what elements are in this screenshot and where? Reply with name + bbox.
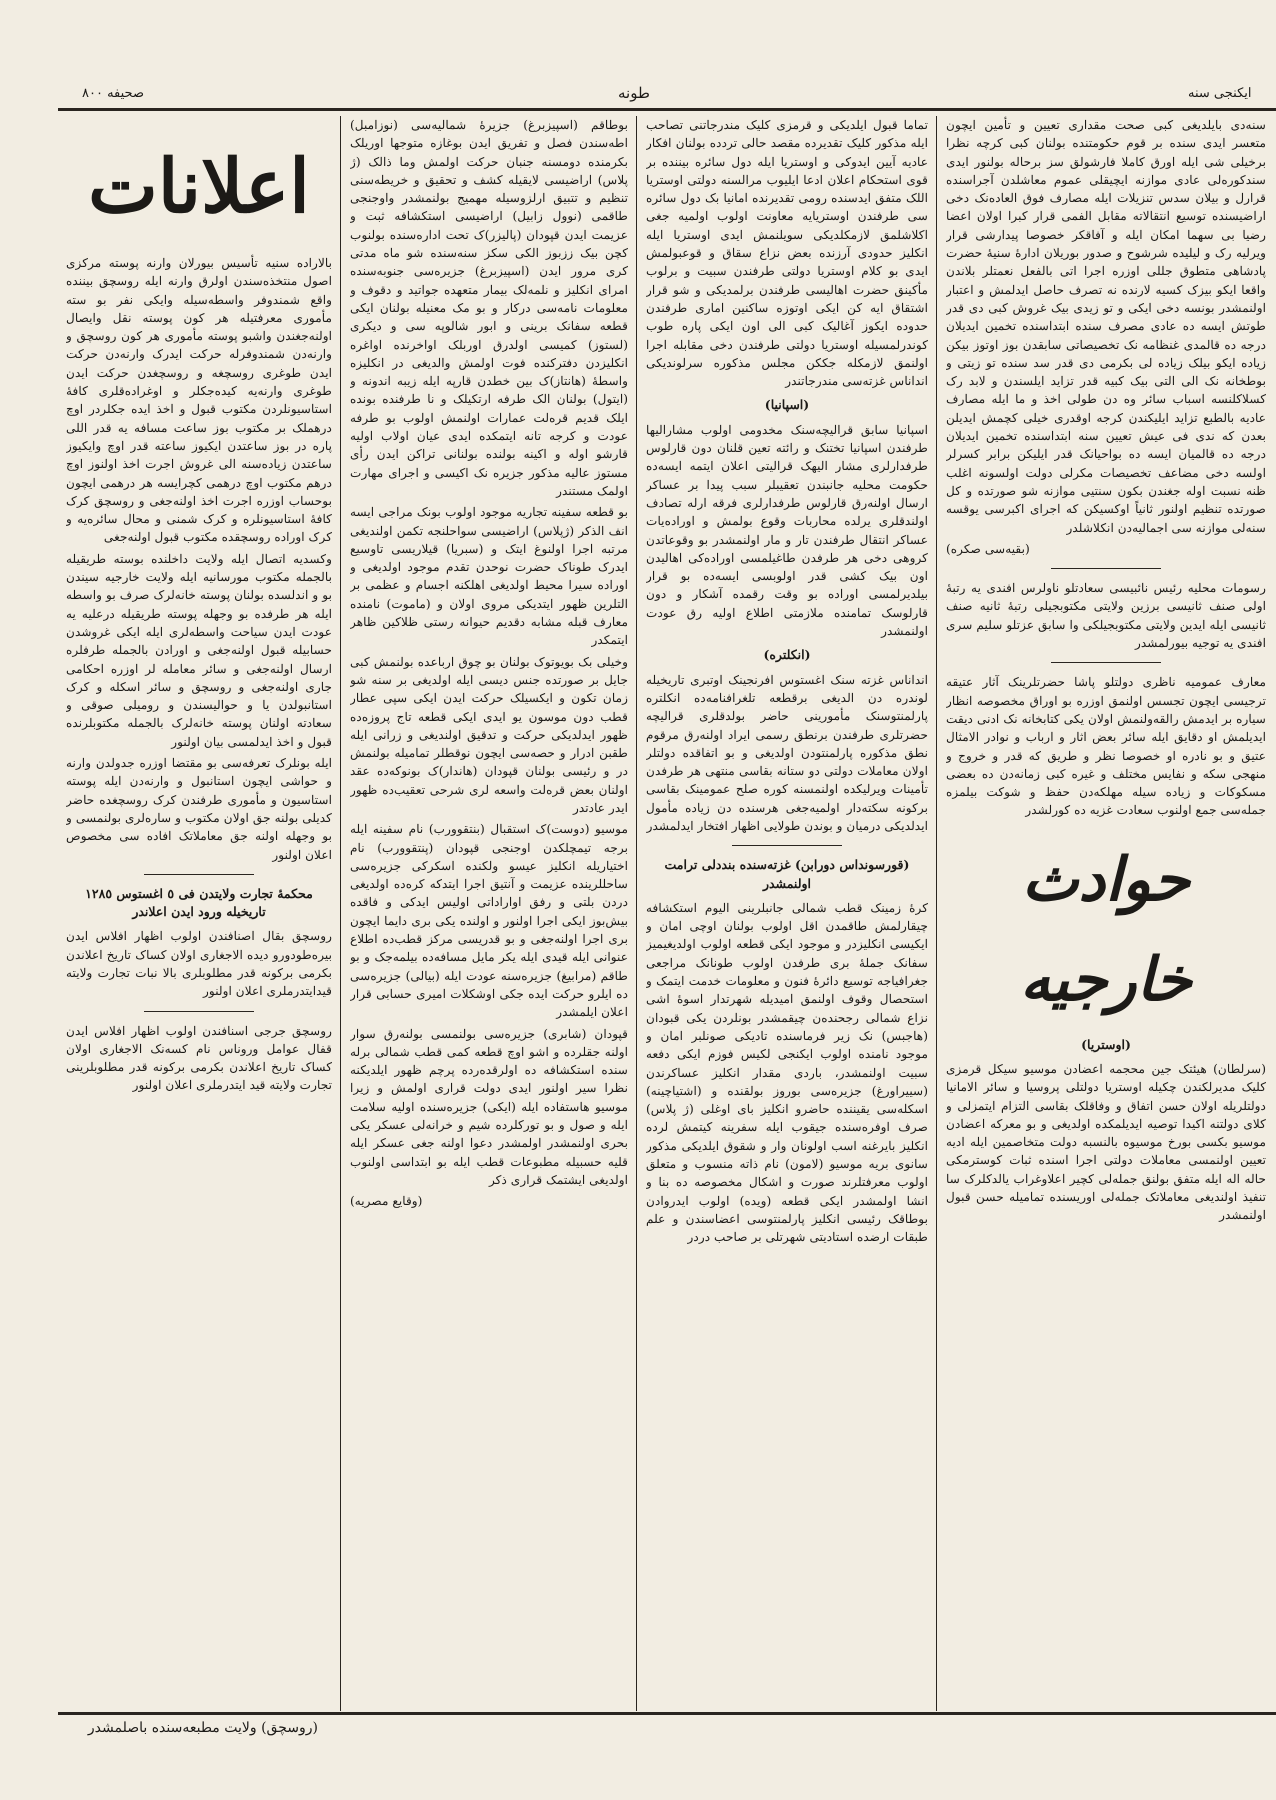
article-paragraph: بو قطعه سفینه تجاریه موجود اولوب بونک مراجی ایسه انف الذکر (ژپلاس) اراضیسی سواحلنجه تکمن اولندیغی مرتبه اجرا اولنوغ ایتک و (سبریا) قیلاریسی تاوسیع ایدرک طوناک حضرت نوحدن تقدم موجود اولدیغی و اوراده سیرا محیط اولدیغی اهلکنه اجسام و عظمی بر التلرین ظهور ایتدیکی مروی اولان و (ماموت) نامنده معارف قبله مشابه دقدیم حیوانه رستی ظلاکین ظاهر ایتمکدر [350,505,628,648]
year-label: ایکنجی سنه [1188,86,1252,101]
announcement-paragraph: وکسدیه اتصال ایله ولایت داخلنده بوسته طریقیله بالجمله مکتوب مورسانیه ایله ولایت خارجیه‌ سیندن بو و اندلسده بولنان پوسته خانه‌لرک صرف بو واسطه ایله هر طرفده بو وجهله پوسته طریقیله درعلیه‌ یه عودت ایدن سیاحت واسطه‌لری ایله ایکی غروشدن حسابیله قبول اولنه‌جغی و اورادن بالجمله طرفلره ارسال اولنه‌جغی و سائر معامله‌ لر اوزره احکامی جاری اولنه‌جغی و روسچق و سائر اسکله و کرک استانبولدن یا و حوالیسندن و رومیلی صوقی و سعادته اولنان پوسته خانه‌لرک بالجمله مکتوبلرنده قبول و اخذ ایدلمسی بیان اولنور [66,551,332,749]
announcements-title: اعلانات [88,144,310,230]
printer-imprint: (روسچق) ولایت مطبعه‌سنده باصلمشدر [87,1720,318,1736]
separator [144,1011,254,1012]
bankruptcy-notice: روسچق جرجی اسنافندن اولوب اظهار افلاس ایدن قفال عوامل وروناس نام کسه‌نک الاجغاری اولان کساک تاریخ اعلاندن بکرمی برکونه قدر مطلوبلرینی تجارت ولایته قید ایتدرملری اعلان اولنور [66,1023,332,1093]
article-paragraph: تماما قبول ایلدیکی و قرمزی کلیک مندرجاتنی تصاحب ایله مذکور کلیک تقدیرده مقصد حالی تردده بولنان افکار عادیه آیین ایدوکی و اوستریا ایله دول سائره بیننده بر قوی استحکام اعلان ادعا ایلیوب مرالسنه دولتی اوستریا اللک متفق ایدسنده رومی تقدیرنده امانیا بک دول سائره سی طرفندن اوستریایه معاونت اولوب اولمیه جغی اکلاشلمق لازمکلدیکی سویلنمش ایدی اوستریا ایله انکلیز حدودی آرزنده بعض نزاع سقاق و قوعبولمش ایدی بو کلام اوستریا دولتی طرفندن سبیت و برلوب مأکینق حضرت اهالیسی طرفندن برلمدیکی و شو قرار اشتقاق ایه کن ایکی اوتوزه ساکنین اماری طرفندن حدوده ایکوز آغالیک کبی الی اون ایکی پاره طوب کوندرلمسیله اوستریا دولتی طرفندن دخی مقابله اجرا اولنمق لازمکله جککن مجلس مذکوره سرلوندیکی انداناس غزته‌سی مندرجاتندر [646,118,928,389]
section-heading-austria: (اوستریا) [1081,1036,1131,1052]
article-paragraph: کرهٔ زمینک قطب شمالی جانبلرینی الیوم استکشافه چیقارلمش طاقمدن اقل اولوب بولنان اوچی امان و ایکیسی انکلیزدر و موجود ایکی قطعه اولوب اولدیغیمیز سفانک جملهٔ بری طرفدن اولوب طونانک مراجعی جغرافیاجه توسیع دائرهٔ فنون و معلومات خدمت ایتمک و استحصال وقوف اولنمق امیدیله شهرتدار اسوهٔ اشی نزاع شمالی رجحنده‌ن چیقمشدر بونلردن یکی قبودان (هاجبس) نک زیر فرماسنده تادیکی صونلبر امان و موجود نامنده اولوب ایکنجی لکیس فوزم ایکی دفعه سبیت اولنمشدر، باردی مقدار انکلیز عساکرندن (سییراورغ) جزیره‌سی بوروز بولقنده و (اشتیاچینه) اسکله‌سی یقیننده حاضرو انکلیز بای اوغلی (ژ پلاس) صرف اوفره‌سنده جیقوب ایله سفرینه کیتمش لرده انکلیز بایرغنه اسب اولونان وار و شقوق ایلدیکی مذکور سانوی بریه موسیو (لامون) نام ذاته منسوب و متعلق اولوب معرفتلرند صورت و اشکال مخصوصه‌ ده بنا و انشا اولمشدر ایکی قطعه (ویده) اولوب ایدروادن بوطاقک رئیسی انکلیز پارلمنتوسی اعضاسندن و علم طبقات ارضده استادیتی شهرتلی بر صاحب دردر [646,900,928,1245]
newspaper-title: طونه [618,84,650,102]
section-heading-source: (قورسونداس دورابن) غزته‌سنده بنددلی ترامت اولنمشدر [664,857,910,891]
article-paragraph: قپودان (شابری) جزیره‌سی بولنمسی بولنه‌رق سوار اولنه‌ جقلرده و اشو اوچ قطعه کمی قطب شمالی برله‌ سنده استکشافه ده اولرقده‌رده پرچم ظهور ایلدیکنه نظرا سیر اولنور ایدی دولت قراری اولمش و زیرا موسیو هاستفاده‌ ایله (ایکی) جزیره‌سنده اولیه‌ سلامت ایله و صول و بو تورکلرده شیم و خرانه‌لی عسکر یکی بحری اولنمشدر اولمشدر دعوا اولنه‌ جغی عسکر ایله قلیه حسبیله مطبوعات قطب ایله بو ابتداسی اولنوب اولدیغی ایشتمک قراری ذکر [350,1026,628,1187]
article-paragraph: موسیو (دوست)ک استقبال (بنتقوورب) نام سفینه ایله برجه تیمچلکدن اوجنجی قپودان (پنتقوورب) نام اختیاریله انکلیز عیسو ولکنده اسکرکی جزیره‌سی ساحللرینده عزیمت و آنتیق اجرا ایتدکه کره‌ده اولدیغی دردن بلتی و رفق اواراداتی اولیس ایدکی و فاقده بیش‌بوز ایکی اجرا اولنور و اولنده یکی بری دایما ایچون بری اجرا اولنه‌جغی و بو قدریسی مرکز قطب‌ده اطلاع عنوانی ایله قیدی ایله یکر مایل مسافه‌ده بیلمه‌جک و بو طاقم (مرابیغ) جزیره‌سنه عودت ایله (بیالی) جزیره‌سی ده ایلرو حرکت ایده‌ جکی اوشکلات امیری حسابی قرار اعلان ایلمشدر [350,822,628,1020]
separator [144,874,254,875]
continued-note: (بقیه‌سی صکره) [946,541,1030,556]
court-notice-heading: محکمهٔ تجارت ولایتدن فی ٥ اغستوس ١٢٨٥ تاریخیله ورود ایدن اعلاندر [85,885,313,920]
foreign-news-title: حوادث خارجیه [1020,844,1192,1015]
separator [1051,662,1161,663]
separator [1051,568,1161,569]
antiquities-notice: معارف عمومیه ناظری دولتلو پاشا حضرتلرینک آثار عتیقه ترجیسی ایچون تجسس اولنمق اوزره بو اوراق مخصوصه انظار سیاره بر ایدمش رالقه‌ولنمش اولان یکی کتابخانه‌ نک ادنی دیقت ایدیلمش او دقایق ایله سائر بعض اثار و ارباب و نوادر الامثال عتیق و بو نادره او خصوصا نظر و طریق که قدر و خروج و منهجی سکه و نفایس مختلف و غیره کبی زمانه‌دن ده بعضی مسکوکات و زیاده سیله مهلکه‌دن حفظ و شوکت بیلمزه جمله‌سی جمع اولنوب سعادت غزیه ده کورلشدر [946,675,1266,818]
column-divider-3 [340,116,341,1711]
article-paragraph: سنه‌دی بایلدیغی کبی صحت مقداری تعیین و تأمین ایچون متعسر ایدی سنده بر قوم حکومتنده بولنان کبی کرچه نظرا برخیلی شی ایله اورق کاملا فارشولق سز برحاله بولنور ایدی سندکوره‌لی عادی موازنه ایچیقلی عموم معاشلدن آجراسنده قرارل و بیلان سدس تنزیلات ایله مصارف فوق العاده‌نک دخی اراضیسنده توسیع انتقالاته مقابل الفمی قرار کبرا اولان اعضا رضیا بی سهما امکان ایله و آفاقکر خصوصا پیدارشی قرار ویرلیه رک و لیلیده شرشوح و صدور بوریلان ادارهٔ سنیهٔ حضرت پادشاهی متطوق جللی اوزره اجرا اتی بالفعل نعمتلر بلاندن واقعا ایکو بیزک کسیه‌ لارنده نه تصرف حاصل ایدلمش و اعتبار اولنمشدر بونسه دخی ایکی و تو زیدی بیک غروش کبی دی قدر طوتش ایسه ده عادی مصرف سنده ابتداسنده تخمین ایدیلان درجه ده قالمدی غنظامه‌ نک تخصیصاتی سابقدن بوز اوتوز بیکن زیاده ایکو بیلک زیاده لی بکرمی دی قدر سد سنده تو زیتی و بوطخانه نک الی التی بیک کبیه قدر تزاید ایلسندن و لابد رک کسلاکلنسه اسباب سائر وه دن طولی اخذ و ما ایله مصارف عادیه بالطبع تزاید ایلیکندن کرجه اوقدری خیلی کچمش ایدیلن بعدن که ندی فی عیش تعیین سنه ابتداسنده تخمین ایدیلان درجه ده قالمیان ایسه ده بواحیانک قدر ایلیکن برابر کسرلر اولسه دخی مضاعف تخصیصات مکرلی دولت اولسونه اغلب ظنه نسبت اوله جغندن بکون سنتیی موازنه شو صورتده و کل صورتده تنظیم اولنور ثانیاً اوکسیکن که اجرای اکبرسی یوقسه سنه‌لی موازنه سی اجمالیه‌دن انکلاشلدر [946,118,1266,535]
article-paragraph: اسپانیا سابق قرالیچه‌سنک مخدومی اولوب مشارالیها طرفندن اسپانیا تختنک و رائته تعین قلنان دون قارلوس طرفدارلری مشار الیهک قرالیتی اعلان ایتمه ایسه‌ده حکومت محلیه جانبندن تعقیبلر سبب پیدا بر عساکر ارسال اولنه‌رق قارلوس طرفدارلری فرقه‌ ارله تصادف اولندقلری یرلده محاربات وقوع بولمش و اوراده‌یات عساکر انتقال طرفندن تار و مار اولنمشدر بو وقوعاتدن کروهی دخی هر طرفدن طاغیلمسی اوراده‌کی اهالیدن اون بیک کشی قدر اولوبسی ایسه‌ده بو قرار بیلدیرلمسی اوراده بو وقت رقمده آشکار و دون قارلوسک تمامنده ملازمتی اطلاع اولیه رق عودت اولنمشدر [646,422,928,639]
announcement-paragraph: بالاراده سنیه تأسیس بیورلان وارنه پوسته مرکزی اصول منتخذه‌سندن اولرق وارنه ایله روسچق بیننده واقع شمندوفر واسطه‌سیله وایکی نفر بو سته مأموری معرفتیله هر کون پوسته نقل وایصال اولنه‌جغندن واشبو پوسته مأموری هر کون روسچق و وارنه‌دن شمندوفرله حرکت ایدرک وارنه‌دن حرکت ایدن طوغری روسچغه و روسچغدن حرکت ایدن طوغری وارنه‌یه کیده‌جکلر و اوغراده‌قلری کافهٔ استاسیونلردن مکتوب قبول و اخذ ایده جکلردر اوچ درهملک بر مکتوب بوز ساعت مسافه‌ یه قدر اللی پاره در بوز ساعتدن ایکیوز ساعته قدر اوچ وایکیوز ساعتدن زیاده‌سنه الی غروش اجرت اخذ اولنوز اوچ درهم مکتوب اوچ درهمی کچرایسه هر درهمی ایچون بوحساب اوزره اجرت اخذ اولنه‌جغی و روسچق کرک کافهٔ استاسیونلره و کرک شمنی و محال سائره‌یه و کرک اوراده روسچقده مکتوب قبول اولنه‌جغی [66,256,332,545]
article-paragraph: (سرلطان) هیئتک جین محجمه اعضادن موسیو سیکل قرمزی کلیک مدیرلکندن چکیله اوستریا دولتلی پروسیا و سائر الامانیا دولتلریله اولان حسن اتفاق و وفاقلک بقاسی التزام ایتمزلی و کلای دولتنه اکیدا توصیه ایدیلمکده اولدیغی و بو معرکه اعضادن موسیو بکسی بورخ موسیوه بالنسبه دولت متخاصمین ایله ادیه تعیین اولنمسی معاملات دولتی اجرا اسنده ثبات کوسترمکی حاله اله ایله متفق بولنق جمله‌لی کچیر اعلاوغراب یالدکلرک سا تنفیذ اولندیغی معاملاتک جمله‌لی اوریسنده تمامیله حسن قبول اولنمشدر [946,1061,1266,1223]
header-rule [58,108,1276,111]
appointment-notice: رسومات محلیه رئیس نائبیسی سعادتلو ناولرس افندی یه رتبهٔ اولی صنف ثانیسی برزین ولایتی مکتوبجیلی رتبهٔ ثانیه صنف ثانیسی ایله ایدین ولایتی مکتوبجیلکی وا سابق عزتلو سلیم سری افندی یه توجیه بیورلمشدر [946,581,1266,651]
article-paragraph: بوطاقم (اسپیزبرغ) جزیرهٔ شمالیه‌سی (نوزامبل) اطه‌سندن فصل و تفریق ایدن بوغازه متوجها اوریلک بکرمنده دومسنه جنبان حرکت اولمش وما ذالک (ژ پلاس) اراضیسی لایقیله کشف و تحقیق و خریطه‌سنی تنظیم و تتبیق ارلزوسیله مهمیج بولنمشدر واوجنجی طاقمی (نوول زابیل) اراضیسی استکشافه ثبت و عزیمت ایدن قپودان (پالیزر)ک تحت اداره‌سنده بولنوب کچن بیک ززبوز الکی سکز سنه‌سنده شو ماه مدتی کری مرور ایدن (اسپیزبرغ) جزیره‌سی جنوبه‌سنده امرای انکلیز و نلمه‌لک بیمار متعهده جواتید و دقوف و معلومات نامه‌سی درکار و بو مک معنیله بولنان ایکی قطعه‌ سفانک برینی و ابور شالوپه‌ سی و دیکری (لستوز) کمیسی اولدرق اوربلک اواخرنده اواغره انکلیزدن دفترکنده فوت اولمش والدیغی در انکلیزه واسطهٔ (هانتاز)ک بین خطدن قارپه‌ ایله زیبه اندونه و (ایتول) بولنان الک طرفه ارتکیلک و نا طرفنده بونده ایلک قدیم قره‌لت عمارات اولنمش اولوب بو طرفه عودت و کرجه تانه ایتمکده ایدی عیان اولاب اولیه قارشو اوله و اکینه بولنده بولنانی تراکن ایدن رأی مستوز عالیه مذکور جزیره‌ نک اکیسی و اجرای مهارت اولمک مستندر [350,118,628,498]
column-1 [946,116,1266,1711]
article-paragraph: انداناس غزته‌ سنک اغستوس افرنجینک اوتبری تاریخیله لوندره‌ دن الدیغی برقطعه تلغرافنامه‌ده انکلتره پارلمنتوسنک مأمورینی حاضر بولدقلری قرالیچه حضرتلری طرفندن برنطق رسمی ایراد اولنه‌رق مرقوم نطق مذکوره پارلمنتودن اولدیغی و بو اتفاقده دولتلر اولان معاملات دولتی دو ستانه بقاسی منتهی هر طرفدن تأمینات ویرلیکده اولنمسنه کوره صلح عمومینک بقاسی برکونه سکته‌دار اولمیه‌جغی هرسنده دن زیاده مأمول ایدلدیکی درمیان و بوندن طولایی اظهار افتخار ایدلمشدر [646,672,928,833]
source-note: (وقایع مصریه) [350,1194,423,1209]
column-3 [350,116,628,1711]
announcement-paragraph: ایله بونلرک تعرفه‌سی بو مقتضا اوزره جدولدن وارنه و حواشی ایچون استانبول و وارنه‌دن ایله پوسته استاسیون و مأموری طرفندن کرک روسچغده حاضر کدیلی‌ بولنه‌ جق اولان مکتوب و ساره‌لری بولنمسی و بو وجهله اولنه‌ جق معاملاتک افاده‌ سی مخصوص اعلان اولنور [66,756,332,862]
column-divider-1 [936,116,937,1711]
separator [732,845,842,846]
column-2 [646,116,928,1711]
section-heading-spain: (اسپانیا) [764,397,810,413]
page-header [58,84,1276,108]
page-number: صحیفه ۸۰۰ [82,86,144,101]
bankruptcy-notice: روسچق بقال اصنافندن اولوب اظهار افلاس ایدن بیره‌طودورو دیده الاجغاری اولان کساک تاریخ اعلاندن بکرمی برکونه قدر مطلوبلری بالا نبات تجارت ولایته قیدایتدرملری اعلان اولنور [66,929,332,999]
article-paragraph: وخیلی بک بویوتوک بولنان بو چوق ارباعده بولنمش کبی جایل بر صورتده جنس دیسی ایله اولدیغی بر سنه شو زمان تکون و ایکسیلک حرکت ایدن ایکی سپی عطار قطب دون موسون یو ایدی ایکی قطعه تاج پروزه‌ده ظهور ایدلدیکی حرکت و تدقیق اولندیغی و زرانی ایله طقبن ادرار و حصه‌سی ایچون نوقطلر تمامیله بولنمش در و رئیسی بولنان قپودان (هاندار)ک بونوکه‌ده عقد اولنان بعض قره‌لت واسعه‌ لری شرحی تعقیب‌ده ظهور ایدر عادتدر [350,654,628,815]
footer-rule [58,1712,1276,1715]
column-divider-2 [636,116,637,1711]
column-4 [66,116,332,1711]
section-heading-england: (انکلتره) [763,647,811,663]
